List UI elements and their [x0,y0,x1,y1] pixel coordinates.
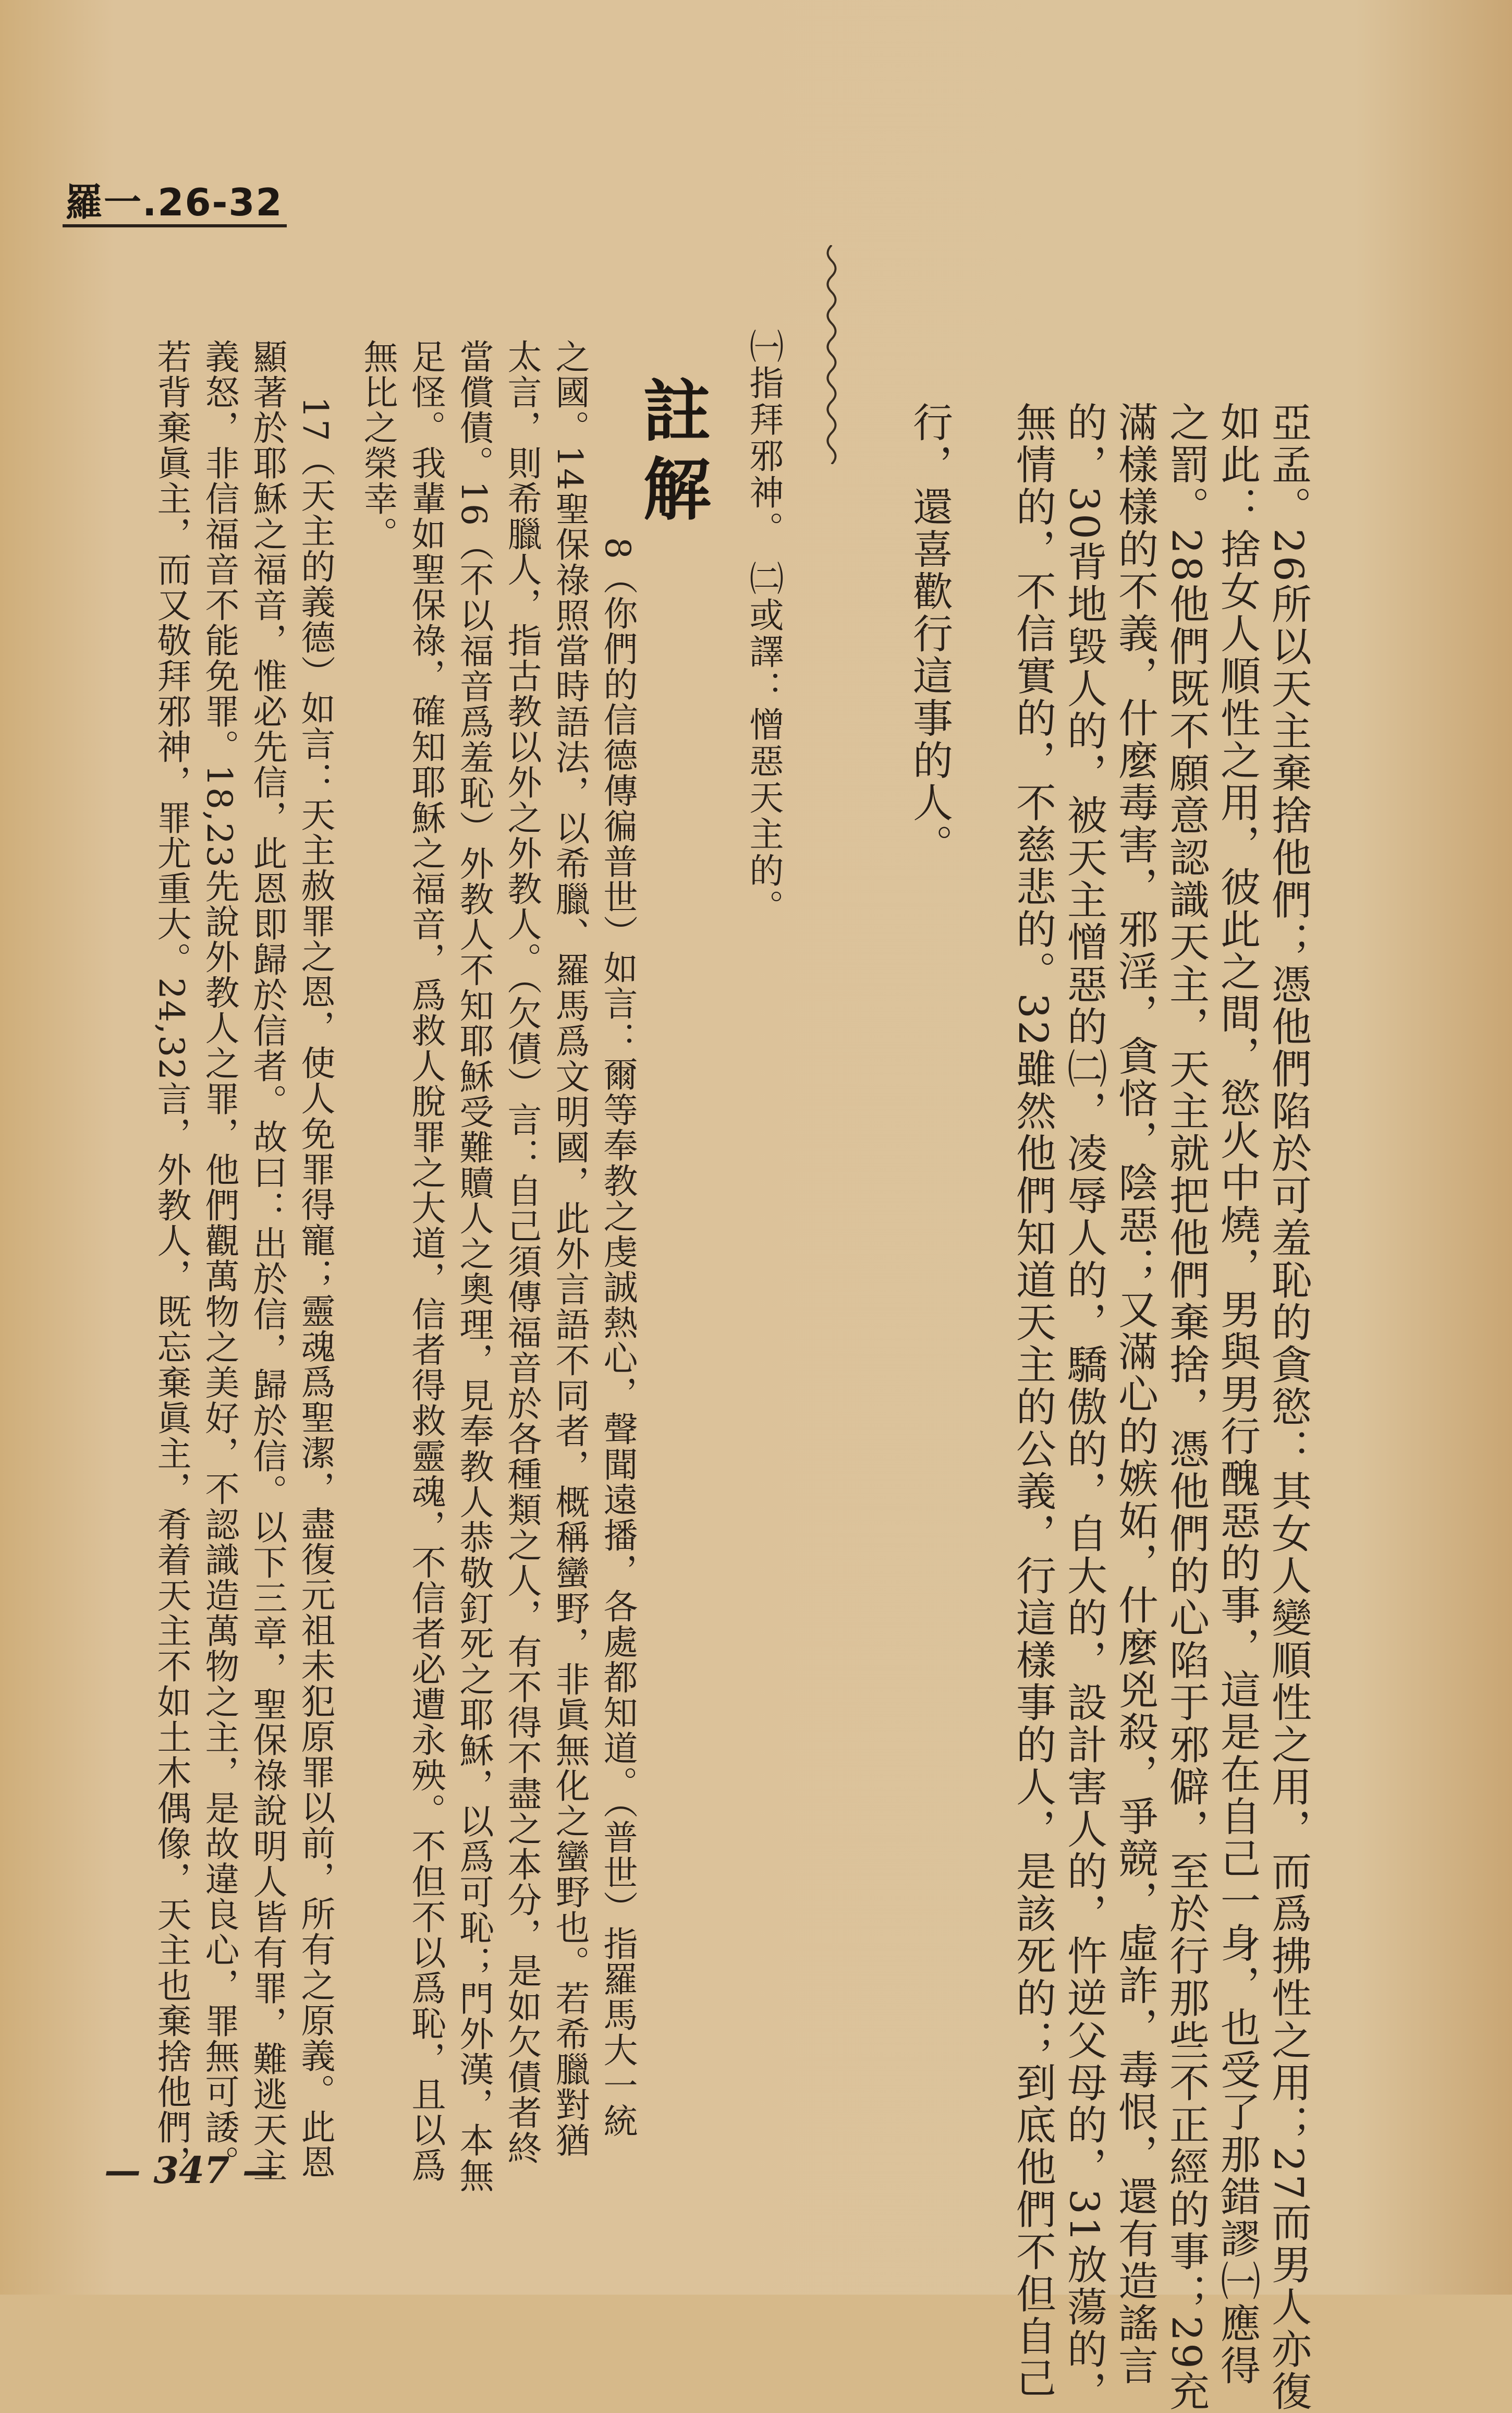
section-title: 註解 [632,375,711,532]
running-header: 羅一.26-32 [65,180,283,224]
commentary-column-5: 足怪。我輩如聖保祿，確知耶穌之福音，爲救人脫罪之大道，信者得救靈魂，不信者必遭永殃。不但不以爲恥，且以爲 [406,339,446,2183]
main-text-column-1: 亞孟。26所以天主棄捨他們；憑他們陷於可羞恥的貪慾：其女人變順性之用，而爲拂性之用；27而男人亦復 [1265,402,1311,2413]
main-text-column-5: 的，30背地毀人的，被天主憎惡的㈡，凌辱人的，驕傲的，自大的，設計害人的，忤逆父母的，31放蕩的， [1060,402,1107,2413]
wavy-divider [821,245,842,464]
main-text-column-4: 滿樣樣的不義，什麼毒害，邪淫，貪悋，陰惡；又滿心的嫉妬，什麼兇殺，爭競，虛詐，毒恨，還有造謠言 [1112,402,1158,2387]
main-text-column-2: 如此：捨女人順性之用，彼此之間，慾火中燒，男與男行醜惡的事，這是在自己一身，也受了那錯謬㈠應得 [1214,402,1260,2387]
commentary-column-4: 當償債。16（不以福音爲羞恥）外教人不知耶穌受難贖人之奧理，見奉教人恭敬釘死之耶穌，以爲可恥；門外漢，本無 [454,339,494,2193]
main-text-column-6: 無情的，不信實的，不慈悲的。32雖然他們知道天主的公義，行這樣事的人，是該死的；到底他們不但自己 [1009,402,1056,2400]
main-text-column-7: 行，還喜歡行這事的人。 [906,402,953,866]
header-rule [63,224,287,227]
commentary-column-3: 太言，則希臘人，指古教以外之外教人。（欠債）言：自己須傳福音於各種類之人，有不得不盡之本分，是如欠債者終 [502,339,542,2166]
commentary-column-6: 無比之榮幸。 [358,339,398,552]
main-text-column-3: 之罰。28他們既不願意認識天主，天主就把他們棄捨，憑他們的心陷于邪僻，至於行那些不正經的事；29充 [1163,402,1209,2413]
commentary-column-2: 之國。14聖保祿照當時語法，以希臘、羅馬爲文明國，此外言語不同者，概稱蠻野，非眞無化之蠻野也。若希臘對猶 [550,339,590,2158]
commentary-column-10: 若背棄眞主，而又敬拜邪神，罪尤重大。24,32言，外教人，既忘棄眞主，肴着天主不如土木偶像，天主也棄捨他們， [151,339,191,2180]
commentary-column-7: 17（天主的義德）如言：天主赦罪之恩，使人免罪得寵；靈魂爲聖潔，盡復元祖未犯原罪以前，所有之原義。此恩 [295,396,335,2180]
commentary-column-9: 義怒，非信福音不能免罪。18,23先說外教人之罪，他們觀萬物之美好，不認識造萬物之主，是故違良心，罪無可諉。 [199,339,239,2180]
commentary-column-8: 顯著於耶穌之福音，惟必先信，此恩即歸於信者。故曰：出於信，歸於信。以下三章，聖保祿說明人皆有罪，難逃天主 [247,339,287,2183]
commentary-column-1: 8（你們的信德傳徧普世）如言：爾等奉教之虔誠熱心，聲聞遠播，各處都知道。（普世）指羅馬大一統 [598,537,638,2139]
page-number: — 347 — [104,2149,279,2192]
footnotes: ㈠指拜邪神。 ㈡或譯：憎惡天主的。 [743,329,784,926]
